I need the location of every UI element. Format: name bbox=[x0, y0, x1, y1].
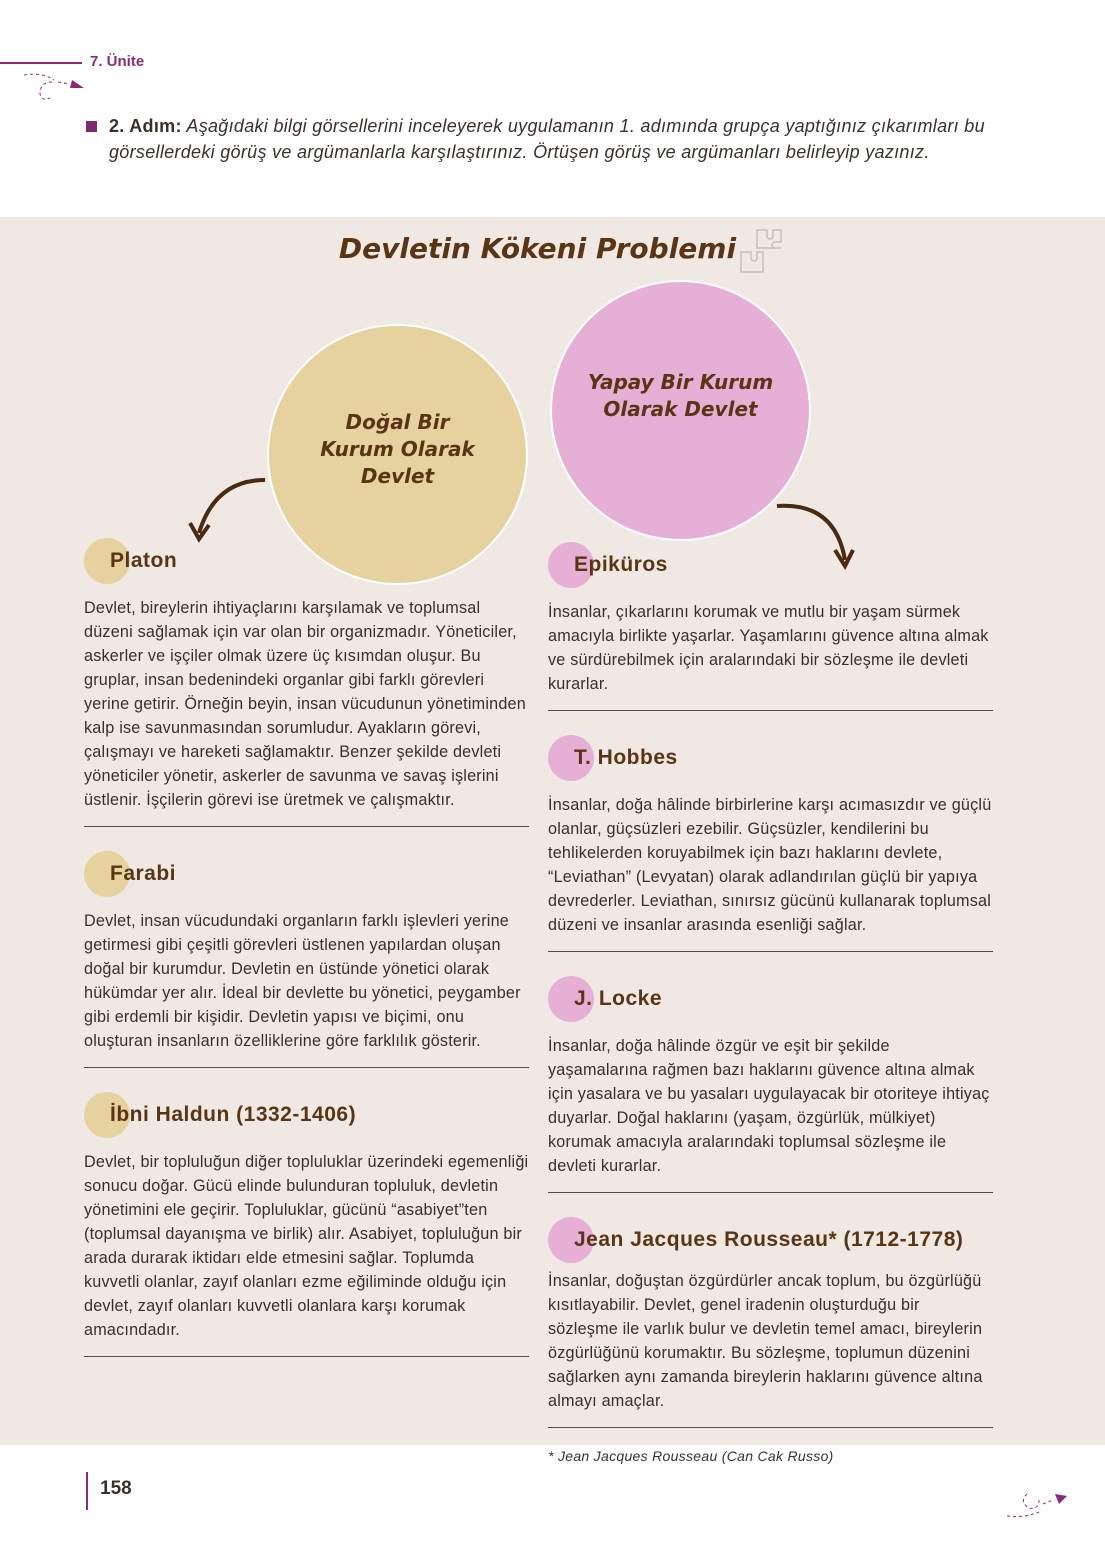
section-text: Devlet, insan vücudundaki organların farklı işlevleri yerine getirmesi gibi çeşitli görevleri üstlenen yapılardan oluşan doğal bir kurumdur. Devletin en üstünde yönetici olarak hükümdar yer alır. İdeal bir devlette bu yönetici, peygamber gibi erdemli bir kişidir. Devletin yapısı ve biçimi, onu oluşturan insanların özelliklerine göre farklılık gösterir. bbox=[84, 912, 521, 1050]
section-text: Devlet, bireylerin ihtiyaçlarını karşılamak ve toplumsal düzeni sağlamak için var olan bir organizmadır. Yöneticiler, askerler ve işçiler olmak üzere üç kısımdan oluşur. Bu gruplar, insan bedenindeki organlar gibi farklı görevleri yerine getirir. Örneğin beyin, insan vücudunun yönetiminden kalp ise savunmasından sorumludur. Ayakların görevi, çalışmayı ve hareketi sağlamaktır. Benzer şekilde devleti yöneticiler yönetir, askerler de savunma ve savaş işlerini üstlenir. İşçilerin görevi ise üretmek ve çalışmaktır. bbox=[84, 599, 526, 809]
section-heading: T. Hobbes bbox=[574, 746, 678, 769]
rousseau-section bbox=[548, 1217, 993, 1428]
ibni-haldun-section bbox=[84, 1092, 529, 1357]
section-heading: Jean Jacques Rousseau* (1712-1778) bbox=[574, 1228, 964, 1251]
footnote: * Jean Jacques Rousseau (Can Cak Russo) bbox=[548, 1448, 834, 1464]
divider bbox=[548, 710, 993, 711]
page-number: 158 bbox=[100, 1478, 132, 1499]
page-number-rule bbox=[86, 1472, 88, 1510]
natural-state-label: Doğal Bir Kurum Olarak Devlet bbox=[320, 410, 475, 488]
artificial-state-circle bbox=[550, 280, 811, 541]
hobbes-section bbox=[548, 735, 993, 952]
unit-label: 7. Ünite bbox=[90, 53, 145, 70]
curved-arrow-left-icon bbox=[185, 475, 270, 545]
unit-rule bbox=[0, 62, 82, 64]
divider bbox=[84, 1067, 529, 1068]
locke-section bbox=[548, 976, 993, 1193]
divider bbox=[548, 1427, 993, 1428]
platon-section bbox=[84, 538, 529, 827]
section-text: İnsanlar, doğa hâlinde özgür ve eşit bir şekilde yaşamalarına rağmen bazı haklarını güvence altına almak için yasalara ve bu yasaları uygulayacak bir otoriteye ihtiyaç duyarlar. Doğal haklarını (yaşam, özgürlük, mülkiyet) korumak amacıyla aralarındaki toplumsal sözleşme ile devleti kurarlar. bbox=[548, 1037, 990, 1175]
left-column bbox=[84, 538, 529, 1381]
right-column bbox=[548, 542, 993, 1464]
puzzle-icon bbox=[737, 226, 787, 278]
section-text: İnsanlar, çıkarlarını korumak ve mutlu bir yaşam sürmek amacıyla birlikte yaşarlar. Yaşamlarını güvence altına almak ve sürdürebilmek için aralarındaki bir sözleşme ile devleti kurarlar. bbox=[548, 603, 989, 693]
divider bbox=[548, 1192, 993, 1193]
section-text: İnsanlar, doğuştan özgürdürler ancak toplum, bu özgürlüğü kısıtlayabilir. Devlet, genel iradenin oluşturduğu bir sözleşme ile varlık bulur ve devletin temel amacı, bireylerin özgürlüğünü korumaktır. Bu sözleşme, toplumun düzenini sağlarken aynı zamanda bireylerin haklarını güvence altına almayı amaçlar. bbox=[548, 1272, 983, 1410]
step-label: 2. Adım: bbox=[109, 116, 182, 136]
section-heading: Epiküros bbox=[574, 553, 668, 576]
section-text: Devlet, bir topluluğun diğer topluluklar üzerindeki egemenliği sonucu doğar. Gücü elinde bulunduran topluluk, devletin yönetimini ele geçirir. Topluluklar, gücünü “asabiyet”ten (toplumsal dayanışma ve birlik) alır. Asabiyet, topluluğun bir arada durarak iktidarı elde etmesini sağlar. Toplumda kuvvetli olanlar, zayıf olanları ezme eğiliminde olduğu için devlet, zayıf olanları kuvvetli olanlara karşı korumak amacındadır. bbox=[84, 1153, 529, 1339]
farabi-section bbox=[84, 851, 529, 1068]
artificial-state-label: Yapay Bir Kurum Olarak Devlet bbox=[587, 369, 774, 421]
step-text: Aşağıdaki bilgi görsellerini inceleyerek uygulamanın 1. adımında grupça yaptığınız çıkarımları bu görsellerdeki görüş ve argümanlarla karşılaştırınız. Örtüşen görüş ve argümanları belirleyip yazınız. bbox=[109, 116, 985, 162]
section-heading: Platon bbox=[110, 549, 178, 572]
divider bbox=[84, 1356, 529, 1357]
step-instruction bbox=[86, 113, 998, 165]
bullet-square-icon bbox=[86, 121, 97, 132]
section-text: İnsanlar, doğa hâlinde birbirlerine karşı acımasızdır ve güçlü olanlar, güçsüzleri ezebilir. Güçsüzler, kendilerini bu tehlikelerden koruyabilmek için bazı haklarını devlete, “Leviathan” (Levyatan) olarak adlandırılan güçlü bir yapıya devrederler. Leviathan, sınırsız gücünü kullanarak toplumsal düzeni ve insanlar arasında esenliği sağlar. bbox=[548, 796, 992, 934]
section-heading: J. Locke bbox=[574, 987, 663, 1010]
divider bbox=[84, 826, 529, 827]
section-heading: Farabi bbox=[110, 862, 177, 885]
epikuros-section bbox=[548, 542, 993, 711]
divider bbox=[548, 951, 993, 952]
section-heading: İbni Haldun (1332-1406) bbox=[110, 1103, 357, 1126]
dashed-arrow-icon bbox=[1005, 1488, 1069, 1522]
panel-title: Devletin Kökeni Problemi bbox=[338, 232, 737, 265]
dashed-arrow-icon bbox=[22, 70, 86, 106]
